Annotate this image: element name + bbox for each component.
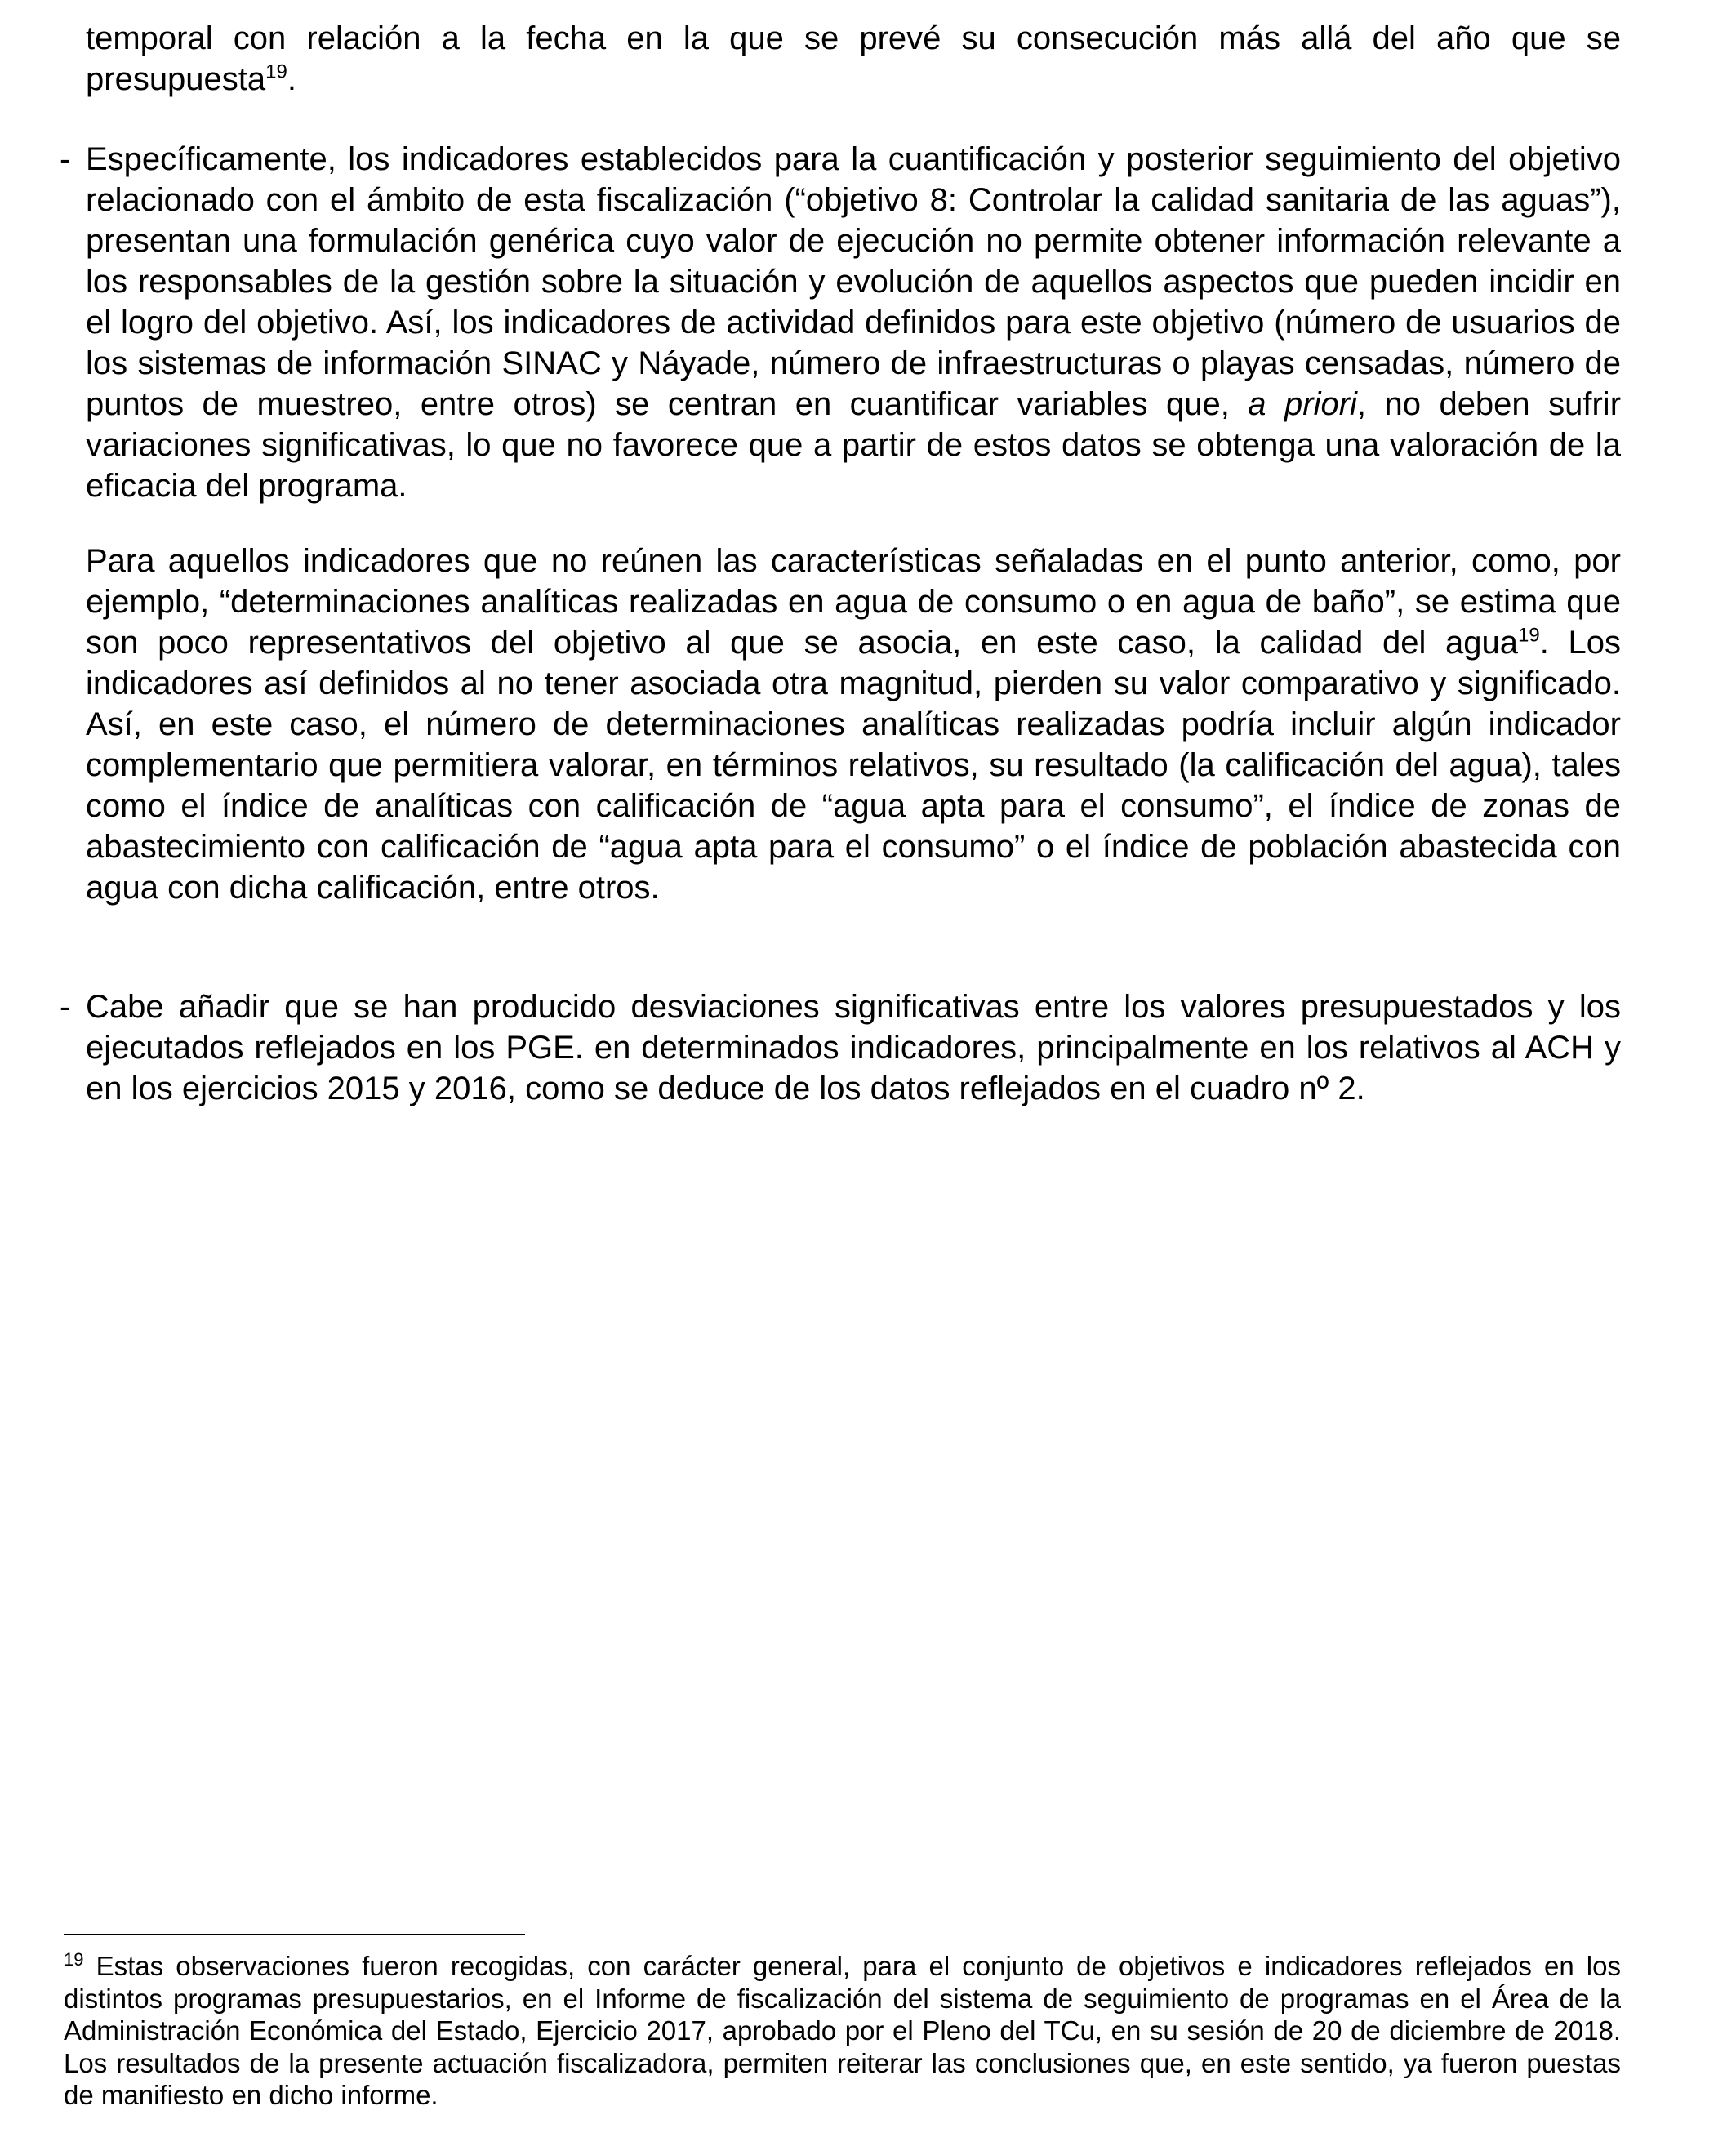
footnote-number: 19 (64, 1949, 84, 1970)
footnote-reference[interactable]: 19 (1518, 624, 1540, 647)
paragraph-deviations: Cabe añadir que se han producido desviaciones significativas entre los valores presupuestados y los ejecutados reflejados en los PGE. en determinados indicadores, principalmente en los relativos al ACH y en los ejercicios 2015 y 2016, como se deduce de los datos reflejados en el cuadro nº 2. (86, 989, 1621, 1106)
paragraph-punctuation: . (287, 61, 296, 97)
footnote-separator (64, 1934, 525, 1935)
footnote-reference[interactable]: 19 (265, 60, 287, 83)
footnote-text: Estas observaciones fueron recogidas, con carácter general, para el conjunto de objetivos e indicadores reflejados en los distintos programas presupuestarios, en el Informe de fiscalización del sistema de seguimiento de programas en el Área de la Administración Económica del Estado, Ejercicio 2017, aprobado por el Pleno del TCu, en su sesión de 20 de diciembre de 2018. Los resultados de la presente actuación fiscalizadora, permiten reiterar las conclusiones que, en este sentido, ya fueron puestas de manifiesto en dicho informe. (64, 1951, 1621, 2110)
paragraph-text: Para aquellos indicadores que no reúnen las características señaladas en el punto anterior, como, por ejemplo, “determinaciones analíticas realizadas en agua de consumo o en agua de baño”, se estima que son poco representativos del objetivo al que se asocia, en este caso, la calidad del agua (86, 543, 1621, 661)
list-bullet: - (60, 141, 71, 177)
paragraph-continuation (86, 18, 1621, 100)
paragraph-text-continued: , no deben sufrir variaciones significativas, lo que no favorece que a partir de estos datos se obtenga una valoración de la eficacia del programa. (86, 386, 1622, 504)
list-bullet: - (60, 989, 71, 1025)
paragraph-text: temporal con relación a la fecha en la que se prevé su consecución más allá del año que se presupuesta (86, 20, 1621, 97)
paragraph-text-continued: . Los indicadores así definidos al no tener asociada otra magnitud, pierden su valor comparativo y significado. Así, en este caso, el número de determinaciones analíticas realizadas podría incluir algún indicador complementario que permitiera valorar, en términos relativos, su resultado (la calificación del agua), tales como el índice de analíticas con calificación de “agua apta para el consumo”, el índice de zonas de abastecimiento con calificación de “agua apta para el consumo” o el índice de población abastecida con agua con dicha calificación, entre otros. (86, 625, 1622, 906)
paragraph-text: Específicamente, los indicadores establecidos para la cuantificación y posterior seguimiento del objetivo relacionado con el ámbito de esta fiscalización (“objetivo 8: Controlar la calidad sanitaria de las aguas”), presentan una formulación genérica cuyo valor de ejecución no permite obtener información relevante a los responsables de la gestión sobre la situación y evolución de aquellos aspectos que pueden incidir en el logro del objetivo. Así, los indicadores de actividad definidos para este objetivo (número de usuarios de los sistemas de información SINAC y Náyade, número de infraestructuras o playas censadas, número de puntos de muestreo, entre otros) se centran en cuantificar variables que, (86, 141, 1621, 422)
paragraph-indicators-objective-8 (86, 139, 1621, 506)
paragraph-other-indicators (86, 541, 1621, 908)
italic-term: a priori (1248, 386, 1357, 422)
footnote (64, 1950, 1621, 2112)
